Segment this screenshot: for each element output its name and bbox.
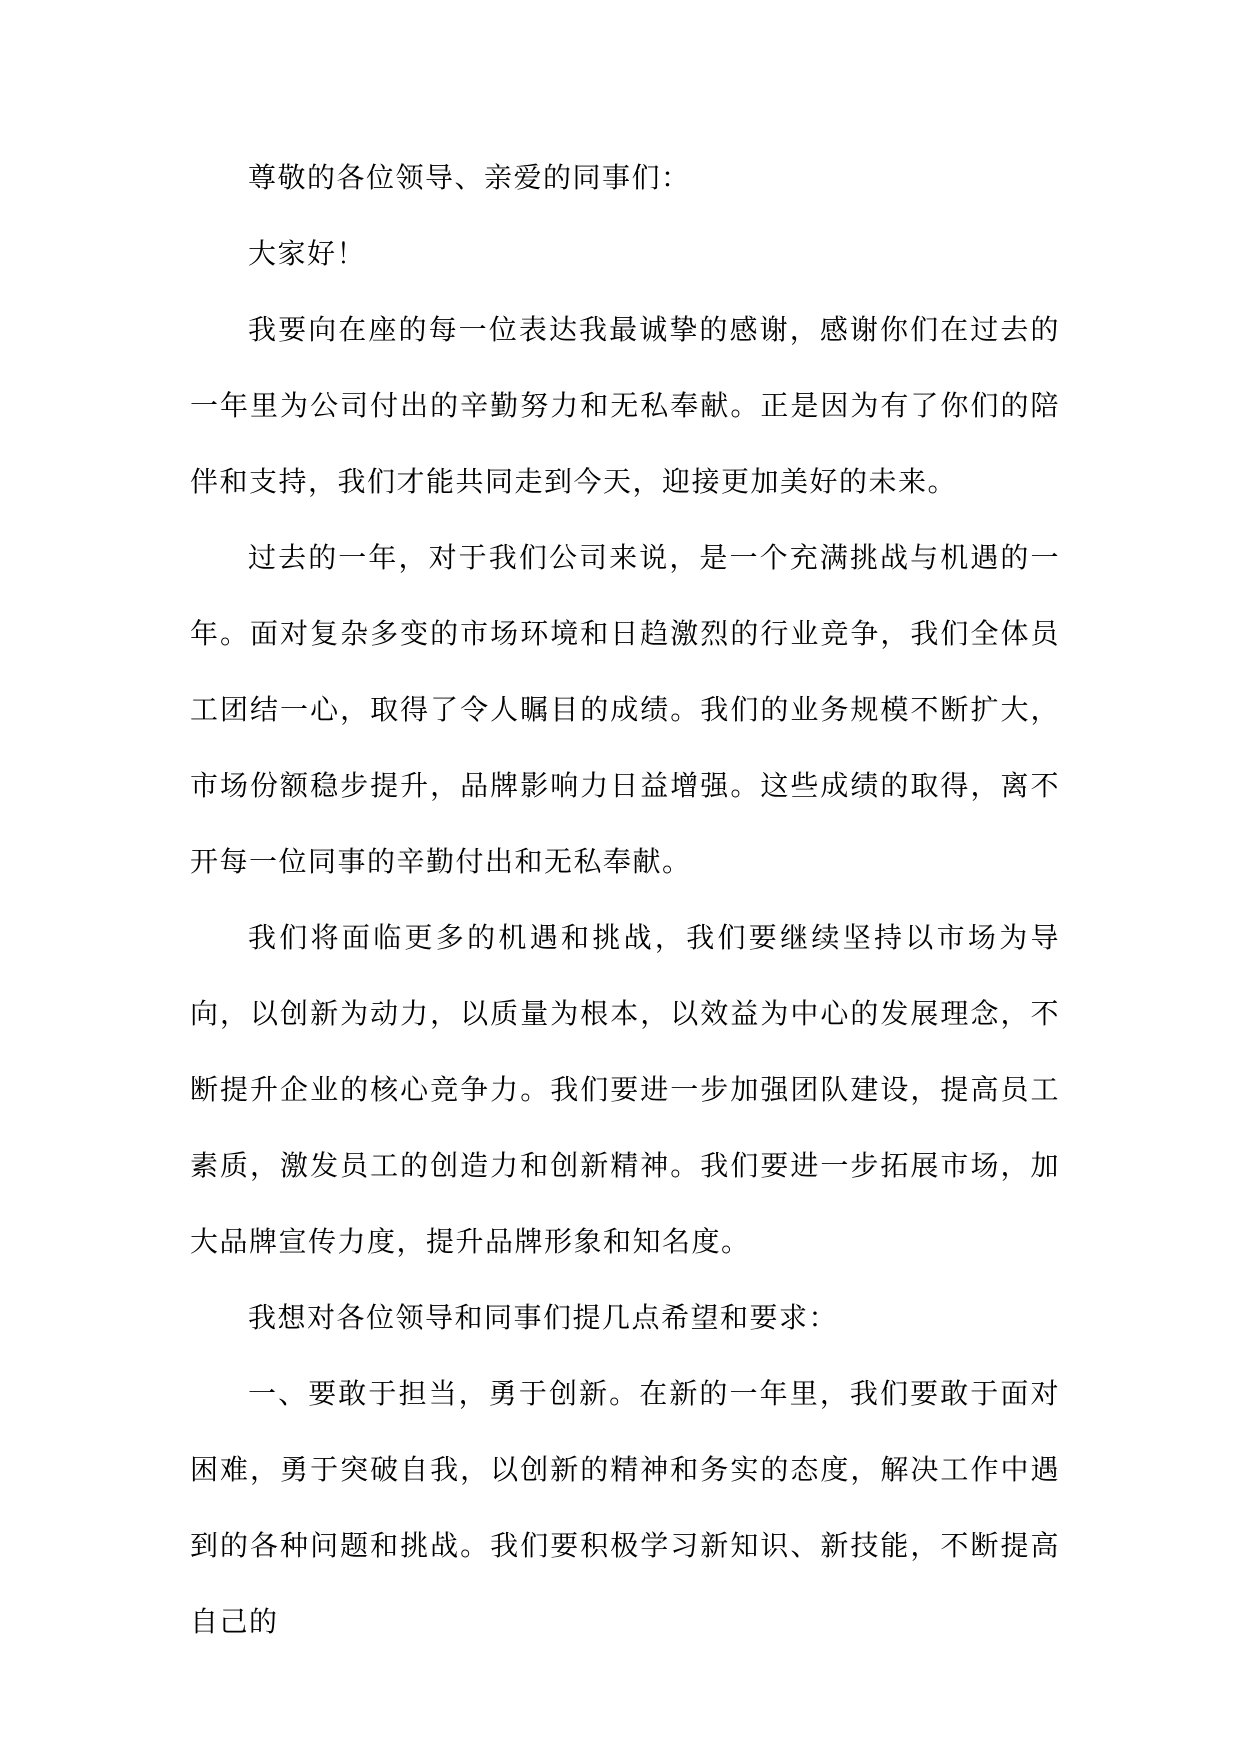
paragraph-thanks: 我要向在座的每一位表达我最诚挚的感谢，感谢你们在过去的一年里为公司付出的辛勤努力和无私奉献。正是因为有了你们的陪伴和支持，我们才能共同走到今天，迎接更加美好的未来。 bbox=[190, 313, 1060, 498]
paragraph-future: 我们将面临更多的机遇和挑战，我们要继续坚持以市场为导向，以创新为动力，以质量为根本，以效益为中心的发展理念，不断提升企业的核心竞争力。我们要进一步加强团队建设，提高员工素质，激发员工的创造力和创新精神。我们要进一步拓展市场，加大品牌宣传力度，提升品牌形象和知名度。 bbox=[190, 921, 1060, 1258]
document-body bbox=[190, 140, 1060, 1660]
paragraph-past-year: 过去的一年，对于我们公司来说，是一个充满挑战与机遇的一年。面对复杂多变的市场环境和日趋激烈的行业竞争，我们全体员工团结一心，取得了令人瞩目的成绩。我们的业务规模不断扩大，市场份额稳步提升，品牌影响力日益增强。这些成绩的取得，离不开每一位同事的辛勤付出和无私奉献。 bbox=[190, 541, 1060, 878]
greeting: 大家好！ bbox=[248, 237, 367, 270]
paragraph-hopes-intro: 我想对各位领导和同事们提几点希望和要求： bbox=[248, 1301, 839, 1334]
salutation: 尊敬的各位领导、亲爱的同事们： bbox=[248, 161, 691, 194]
paragraph-point-one: 一、要敢于担当，勇于创新。在新的一年里，我们要敢于面对困难，勇于突破自我，以创新的精神和务实的态度，解决工作中遇到的各种问题和挑战。我们要积极学习新知识、新技能，不断提高自己的 bbox=[190, 1377, 1060, 1638]
